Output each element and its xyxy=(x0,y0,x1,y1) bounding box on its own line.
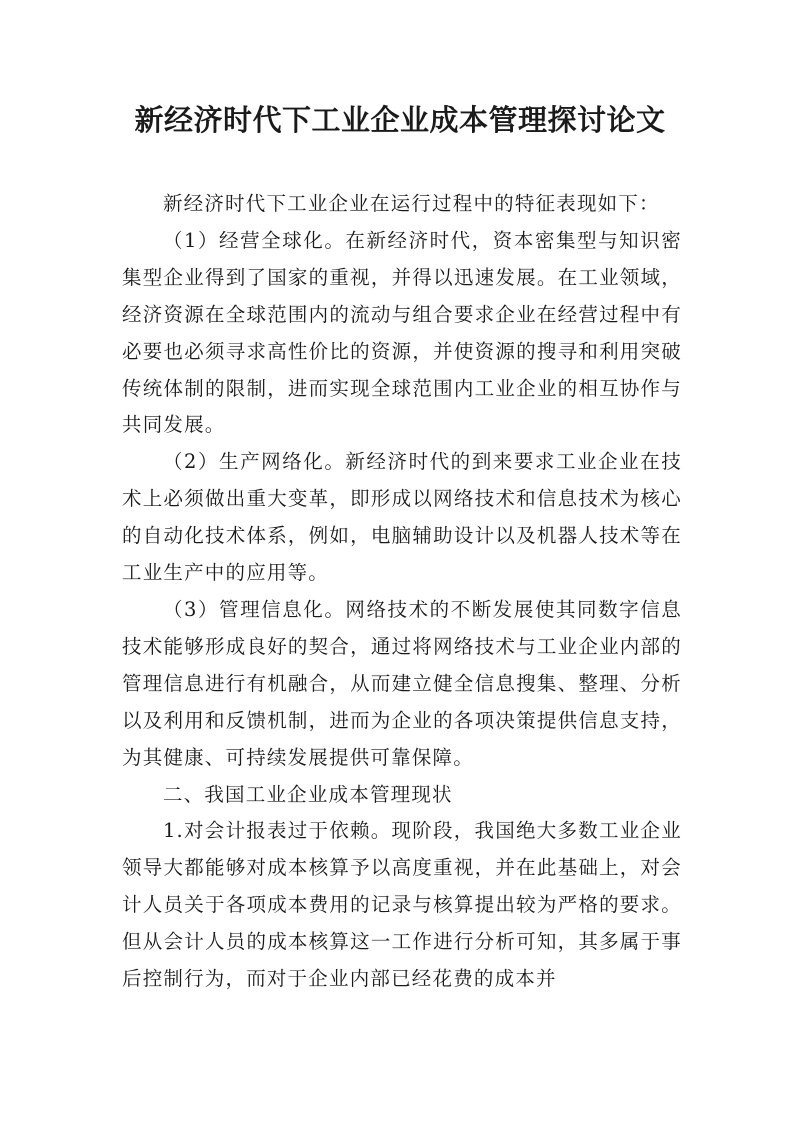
paragraph-networking: （2）生产网络化。新经济时代的到来要求工业企业在技术上必须做出重大变革，即形成以网络技术和信息技术为核心的自动化技术体系，例如，电脑辅助设计以及机器人技术等在工业生产中的应用等。 xyxy=(122,450,682,585)
section-heading-status: 二、我国工业企业成本管理现状 xyxy=(162,782,453,806)
paragraph-accounting-reliance: 1.对会计报表过于依赖。现阶段，我国绝大多数工业企业领导大都能够对成本核算予以高度重视，并在此基础上，对会计人员关于各项成本费用的记录与核算提出较为严格的要求。但从会计人员的成本核算这一工作进行分析可知，其多属于事后控制行为，而对于企业内部已经花费的成本并 xyxy=(122,819,682,991)
document-title: 新经济时代下工业企业成本管理探讨论文 xyxy=(134,103,666,137)
paragraph-informatization: （3）管理信息化。网络技术的不断发展使其同数字信息技术能够形成良好的契合，通过将网络技术与工业企业内部的管理信息进行有机融合，从而建立健全信息搜集、整理、分析以及利用和反馈机制，进而为企业的各项决策提供信息支持，为其健康、可持续发展提供可靠保障。 xyxy=(122,597,682,769)
paragraph-intro: 新经济时代下工业企业在运行过程中的特征表现如下： xyxy=(162,192,660,215)
document-body xyxy=(122,186,682,998)
paragraph-globalization: （1）经营全球化。在新经济时代，资本密集型与知识密集型企业得到了国家的重视，并得以迅速发展。在工业领域，经济资源在全球范围内的流动与组合要求企业在经营过程中有必要也必须寻求高性价比的资源，并使资源的搜寻和利用突破传统体制的限制，进而实现全球范围内工业企业的相互协作与共同发展。 xyxy=(122,228,682,437)
